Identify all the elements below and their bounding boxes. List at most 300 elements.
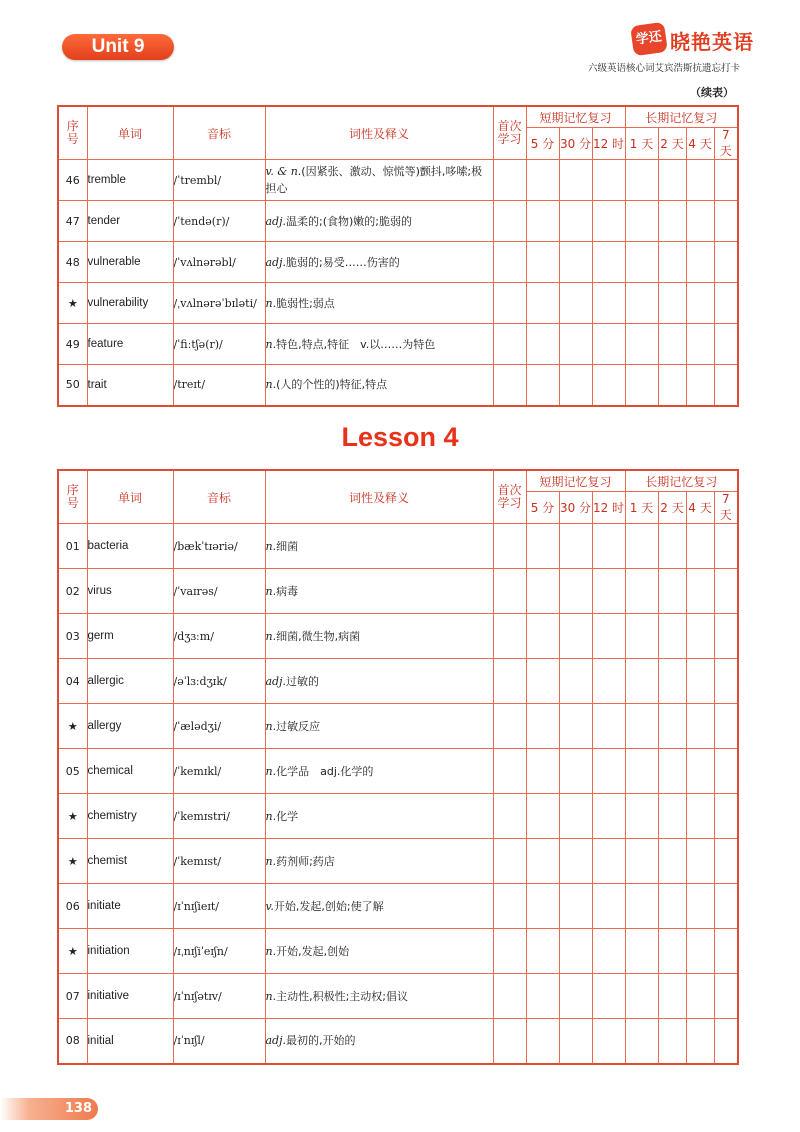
- vocab-table-1: [57, 105, 739, 407]
- checkbox-cell[interactable]: [493, 242, 526, 283]
- checkbox-cell[interactable]: [493, 794, 526, 839]
- checkbox-cell[interactable]: [714, 974, 738, 1019]
- checkbox-cell[interactable]: [592, 524, 625, 569]
- checkbox-cell[interactable]: [658, 283, 686, 324]
- table-row: [58, 569, 738, 614]
- row-index: 50: [58, 365, 87, 406]
- table-row: [58, 242, 738, 283]
- table-row: [58, 324, 738, 365]
- definition-text: 开始,发起,创始;使了解: [273, 899, 384, 913]
- checkbox-cell[interactable]: [625, 929, 658, 974]
- checkbox-cell[interactable]: [559, 929, 592, 974]
- checkbox-cell[interactable]: [592, 160, 625, 201]
- part-of-speech: adj.: [265, 255, 287, 269]
- checkbox-cell[interactable]: [686, 929, 714, 974]
- checkbox-cell[interactable]: [592, 839, 625, 884]
- checkbox-cell[interactable]: [625, 1019, 658, 1064]
- row-word: vulnerable: [87, 242, 173, 283]
- checkbox-cell[interactable]: [686, 569, 714, 614]
- row-definition: [265, 614, 493, 659]
- row-index: 08: [58, 1019, 87, 1064]
- checkbox-cell[interactable]: [686, 242, 714, 283]
- checkbox-cell[interactable]: [686, 659, 714, 704]
- checkbox-cell[interactable]: [559, 283, 592, 324]
- row-word: bacteria: [87, 524, 173, 569]
- checkbox-cell[interactable]: [625, 324, 658, 365]
- row-index: 02: [58, 569, 87, 614]
- definition-text: 过敏的: [286, 674, 320, 688]
- row-index: ★: [58, 929, 87, 974]
- checkbox-cell[interactable]: [625, 794, 658, 839]
- checkbox-cell[interactable]: [658, 929, 686, 974]
- checkbox-cell[interactable]: [493, 749, 526, 794]
- checkbox-cell[interactable]: [559, 839, 592, 884]
- header-interval: 5 分: [526, 492, 559, 524]
- checkbox-cell[interactable]: [658, 160, 686, 201]
- checkbox-cell[interactable]: [658, 884, 686, 929]
- checkbox-cell[interactable]: [686, 974, 714, 1019]
- header-definition: 词性及释义: [265, 470, 493, 524]
- header-subtitle: 六级英语核心词艾宾浩斯抗遗忘打卡: [588, 63, 741, 74]
- checkbox-cell[interactable]: [559, 242, 592, 283]
- checkbox-cell[interactable]: [526, 569, 559, 614]
- checkbox-cell[interactable]: [559, 659, 592, 704]
- checkbox-cell[interactable]: [714, 1019, 738, 1064]
- row-definition: [265, 1019, 493, 1064]
- row-phonetic: /ˌvʌlnərəˈbɪləti/: [173, 283, 265, 324]
- definition-text: 主动性,积极性;主动权;倡议: [276, 989, 409, 1003]
- checkbox-cell[interactable]: [625, 704, 658, 749]
- header-interval: 1 天: [625, 492, 658, 524]
- part-of-speech: n.: [265, 719, 277, 733]
- header-index: 序 号: [58, 470, 87, 524]
- row-index: 46: [58, 160, 87, 201]
- checkbox-cell[interactable]: [625, 160, 658, 201]
- checkbox-cell[interactable]: [493, 659, 526, 704]
- checkbox-cell[interactable]: [714, 524, 738, 569]
- definition-text: 最初的,开始的: [286, 1034, 356, 1048]
- row-phonetic: /ɪˈnɪʃətɪv/: [173, 974, 265, 1019]
- row-index: ★: [58, 704, 87, 749]
- checkbox-cell[interactable]: [625, 614, 658, 659]
- checkbox-cell[interactable]: [625, 242, 658, 283]
- checkbox-cell[interactable]: [658, 1019, 686, 1064]
- header-interval: 1 天: [625, 128, 658, 160]
- checkbox-cell[interactable]: [526, 929, 559, 974]
- row-definition: [265, 283, 493, 324]
- header-interval: 5 分: [526, 128, 559, 160]
- checkbox-cell[interactable]: [686, 749, 714, 794]
- checkbox-cell[interactable]: [526, 365, 559, 406]
- row-index: 04: [58, 659, 87, 704]
- checkbox-cell[interactable]: [658, 749, 686, 794]
- checkbox-cell[interactable]: [592, 749, 625, 794]
- part-of-speech: n.: [265, 854, 277, 868]
- row-phonetic: /treɪt/: [173, 365, 265, 406]
- checkbox-cell[interactable]: [625, 201, 658, 242]
- row-index: 49: [58, 324, 87, 365]
- checkbox-cell[interactable]: [658, 659, 686, 704]
- checkbox-cell[interactable]: [559, 749, 592, 794]
- checkbox-cell[interactable]: [559, 614, 592, 659]
- checkbox-cell[interactable]: [625, 365, 658, 406]
- table-row: [58, 749, 738, 794]
- header-interval: 2 天: [658, 492, 686, 524]
- checkbox-cell[interactable]: [526, 283, 559, 324]
- table-row: [58, 524, 738, 569]
- row-phonetic: /ˈfiːtʃə(r)/: [173, 324, 265, 365]
- row-word: tender: [87, 201, 173, 242]
- checkbox-cell[interactable]: [493, 614, 526, 659]
- part-of-speech: n.: [265, 764, 277, 778]
- checkbox-cell[interactable]: [625, 974, 658, 1019]
- part-of-speech: n.: [265, 629, 277, 643]
- checkbox-cell[interactable]: [625, 283, 658, 324]
- checkbox-cell[interactable]: [559, 524, 592, 569]
- checkbox-cell[interactable]: [658, 201, 686, 242]
- header-index: 序 号: [58, 106, 87, 160]
- row-word: vulnerability: [87, 283, 173, 324]
- checkbox-cell[interactable]: [658, 974, 686, 1019]
- row-word: chemistry: [87, 794, 173, 839]
- row-index: 01: [58, 524, 87, 569]
- row-definition: [265, 929, 493, 974]
- checkbox-cell[interactable]: [493, 974, 526, 1019]
- checkbox-cell[interactable]: [559, 160, 592, 201]
- table-row: [58, 201, 738, 242]
- checkbox-cell[interactable]: [714, 659, 738, 704]
- definition-text: (人的个性的)特征,特点: [276, 378, 388, 392]
- row-definition: [265, 884, 493, 929]
- row-phonetic: /ˈælədʒi/: [173, 704, 265, 749]
- checkbox-cell[interactable]: [686, 524, 714, 569]
- row-index: ★: [58, 794, 87, 839]
- checkbox-cell[interactable]: [714, 365, 738, 406]
- checkbox-cell[interactable]: [526, 974, 559, 1019]
- unit-badge: Unit 9: [62, 34, 174, 60]
- definition-text: 药剂师;药店: [276, 854, 335, 868]
- checkbox-cell[interactable]: [592, 884, 625, 929]
- checkbox-cell[interactable]: [493, 1019, 526, 1064]
- checkbox-cell[interactable]: [559, 884, 592, 929]
- checkbox-cell[interactable]: [686, 1019, 714, 1064]
- row-phonetic: /ˈkemɪstri/: [173, 794, 265, 839]
- definition-text: 脆弱的;易受……伤害的: [286, 255, 400, 269]
- checkbox-cell[interactable]: [592, 242, 625, 283]
- vocab-table-2: [57, 469, 739, 1065]
- checkbox-cell[interactable]: [493, 160, 526, 201]
- row-word: chemical: [87, 749, 173, 794]
- row-word: initiation: [87, 929, 173, 974]
- checkbox-cell[interactable]: [686, 283, 714, 324]
- row-phonetic: /ɪˈnɪʃieɪt/: [173, 884, 265, 929]
- header-interval: 30 分: [559, 128, 592, 160]
- table-row: [58, 659, 738, 704]
- checkbox-cell[interactable]: [526, 659, 559, 704]
- row-word: allergy: [87, 704, 173, 749]
- row-phonetic: /əˈlɜːdʒɪk/: [173, 659, 265, 704]
- part-of-speech: adj.: [265, 674, 287, 688]
- header-long-term: 长期记忆复习: [625, 106, 738, 128]
- row-phonetic: /ˈtendə(r)/: [173, 201, 265, 242]
- logo-icon: 学还: [630, 22, 668, 56]
- checkbox-cell[interactable]: [714, 324, 738, 365]
- row-index: 47: [58, 201, 87, 242]
- checkbox-cell[interactable]: [592, 794, 625, 839]
- header-interval: 2 天: [658, 128, 686, 160]
- header-interval: 12 时: [592, 492, 625, 524]
- checkbox-cell[interactable]: [686, 365, 714, 406]
- checkbox-cell[interactable]: [559, 1019, 592, 1064]
- part-of-speech: v. & n.: [265, 165, 302, 178]
- row-definition: [265, 839, 493, 884]
- checkbox-cell[interactable]: [559, 324, 592, 365]
- checkbox-cell[interactable]: [714, 929, 738, 974]
- definition-text: 脆弱性;弱点: [276, 296, 335, 310]
- checkbox-cell[interactable]: [526, 749, 559, 794]
- checkbox-cell[interactable]: [714, 704, 738, 749]
- row-word: virus: [87, 569, 173, 614]
- checkbox-cell[interactable]: [559, 974, 592, 1019]
- row-index: 48: [58, 242, 87, 283]
- checkbox-cell[interactable]: [625, 659, 658, 704]
- header-short-term: 短期记忆复习: [526, 106, 625, 128]
- checkbox-cell[interactable]: [714, 794, 738, 839]
- brand-name: 晓艳英语: [670, 30, 754, 54]
- row-definition: [265, 794, 493, 839]
- row-phonetic: /ˈtrembl/: [173, 160, 265, 201]
- row-index: 05: [58, 749, 87, 794]
- header-interval: 12 时: [592, 128, 625, 160]
- checkbox-cell[interactable]: [493, 524, 526, 569]
- checkbox-cell[interactable]: [625, 884, 658, 929]
- checkbox-cell[interactable]: [686, 704, 714, 749]
- row-definition: [265, 524, 493, 569]
- table-row: [58, 1019, 738, 1064]
- checkbox-cell[interactable]: [592, 974, 625, 1019]
- checkbox-cell[interactable]: [714, 160, 738, 201]
- row-index: 03: [58, 614, 87, 659]
- row-phonetic: /ɪˌnɪʃiˈeɪʃn/: [173, 929, 265, 974]
- checkbox-cell[interactable]: [493, 839, 526, 884]
- checkbox-cell[interactable]: [592, 614, 625, 659]
- checkbox-cell[interactable]: [592, 365, 625, 406]
- checkbox-cell[interactable]: [592, 659, 625, 704]
- checkbox-cell[interactable]: [658, 704, 686, 749]
- header-word: 单词: [87, 106, 173, 160]
- header-phonetic: 音标: [173, 106, 265, 160]
- checkbox-cell[interactable]: [658, 524, 686, 569]
- header-interval: 7 天: [714, 128, 738, 160]
- continued-label: （续表）: [690, 86, 734, 99]
- table-row: [58, 839, 738, 884]
- checkbox-cell[interactable]: [625, 839, 658, 884]
- row-definition: [265, 569, 493, 614]
- row-word: allergic: [87, 659, 173, 704]
- checkbox-cell[interactable]: [686, 884, 714, 929]
- definition-text: 细菌: [276, 539, 299, 553]
- header-first-study: 首次 学习: [493, 106, 526, 160]
- row-phonetic: /bækˈtɪəriə/: [173, 524, 265, 569]
- checkbox-cell[interactable]: [686, 160, 714, 201]
- table-row: [58, 974, 738, 1019]
- table-row: [58, 283, 738, 324]
- header-interval: 30 分: [559, 492, 592, 524]
- row-definition: [265, 160, 493, 201]
- part-of-speech: n.: [265, 539, 277, 553]
- part-of-speech: n.: [265, 944, 277, 958]
- row-word: trait: [87, 365, 173, 406]
- checkbox-cell[interactable]: [493, 201, 526, 242]
- checkbox-cell[interactable]: [526, 1019, 559, 1064]
- row-definition: [265, 659, 493, 704]
- checkbox-cell[interactable]: [526, 839, 559, 884]
- row-phonetic: /ˈkemɪkl/: [173, 749, 265, 794]
- checkbox-cell[interactable]: [714, 839, 738, 884]
- checkbox-cell[interactable]: [493, 569, 526, 614]
- checkbox-cell[interactable]: [526, 201, 559, 242]
- part-of-speech: n.: [265, 584, 277, 598]
- row-index: ★: [58, 283, 87, 324]
- checkbox-cell[interactable]: [559, 365, 592, 406]
- checkbox-cell[interactable]: [592, 324, 625, 365]
- part-of-speech: adj.: [265, 214, 287, 228]
- checkbox-cell[interactable]: [625, 749, 658, 794]
- header-word: 单词: [87, 470, 173, 524]
- checkbox-cell[interactable]: [686, 794, 714, 839]
- checkbox-cell[interactable]: [658, 794, 686, 839]
- table-row: [58, 929, 738, 974]
- row-index: ★: [58, 839, 87, 884]
- checkbox-cell[interactable]: [658, 569, 686, 614]
- table-row: [58, 160, 738, 201]
- lesson-title: Lesson 4: [341, 422, 459, 452]
- row-definition: [265, 201, 493, 242]
- checkbox-cell[interactable]: [526, 614, 559, 659]
- row-word: initiate: [87, 884, 173, 929]
- checkbox-cell[interactable]: [592, 201, 625, 242]
- checkbox-cell[interactable]: [658, 839, 686, 884]
- row-word: initiative: [87, 974, 173, 1019]
- header-first-study: 首次 学习: [493, 470, 526, 524]
- checkbox-cell[interactable]: [714, 884, 738, 929]
- checkbox-cell[interactable]: [526, 324, 559, 365]
- checkbox-cell[interactable]: [526, 884, 559, 929]
- checkbox-cell[interactable]: [658, 365, 686, 406]
- row-word: germ: [87, 614, 173, 659]
- header-short-term: 短期记忆复习: [526, 470, 625, 492]
- checkbox-cell[interactable]: [714, 201, 738, 242]
- definition-text: (因紧张、激动、惊慌等)颤抖,哆嗦;极担心: [265, 165, 483, 195]
- definition-text: 开始,发起,创始: [276, 944, 350, 958]
- checkbox-cell[interactable]: [592, 704, 625, 749]
- row-definition: [265, 365, 493, 406]
- checkbox-cell[interactable]: [658, 242, 686, 283]
- checkbox-cell[interactable]: [714, 242, 738, 283]
- checkbox-cell[interactable]: [493, 884, 526, 929]
- header-interval: 4 天: [686, 492, 714, 524]
- checkbox-cell[interactable]: [526, 524, 559, 569]
- row-phonetic: /ˈkemɪst/: [173, 839, 265, 884]
- checkbox-cell[interactable]: [714, 614, 738, 659]
- row-index: 06: [58, 884, 87, 929]
- checkbox-cell[interactable]: [559, 794, 592, 839]
- checkbox-cell[interactable]: [714, 569, 738, 614]
- row-definition: [265, 974, 493, 1019]
- table-row: [58, 794, 738, 839]
- checkbox-cell[interactable]: [686, 839, 714, 884]
- checkbox-cell[interactable]: [559, 201, 592, 242]
- checkbox-cell[interactable]: [493, 365, 526, 406]
- checkbox-cell[interactable]: [714, 749, 738, 794]
- checkbox-cell[interactable]: [625, 524, 658, 569]
- checkbox-cell[interactable]: [493, 704, 526, 749]
- definition-text: 病毒: [276, 584, 299, 598]
- definition-text: 特色,特点,特征 v.以……为特色: [276, 337, 436, 351]
- row-word: tremble: [87, 160, 173, 201]
- row-phonetic: /dʒɜːm/: [173, 614, 265, 659]
- row-definition: [265, 749, 493, 794]
- checkbox-cell[interactable]: [526, 704, 559, 749]
- checkbox-cell[interactable]: [493, 324, 526, 365]
- table-row: [58, 704, 738, 749]
- row-definition: [265, 324, 493, 365]
- part-of-speech: n.: [265, 337, 277, 351]
- checkbox-cell[interactable]: [686, 614, 714, 659]
- row-definition: [265, 242, 493, 283]
- row-word: feature: [87, 324, 173, 365]
- checkbox-cell[interactable]: [658, 324, 686, 365]
- table-row: [58, 884, 738, 929]
- table-row: [58, 365, 738, 406]
- part-of-speech: n.: [265, 296, 277, 310]
- checkbox-cell[interactable]: [686, 324, 714, 365]
- checkbox-cell[interactable]: [526, 160, 559, 201]
- checkbox-cell[interactable]: [559, 704, 592, 749]
- row-phonetic: /ˈvaɪrəs/: [173, 569, 265, 614]
- checkbox-cell[interactable]: [714, 283, 738, 324]
- part-of-speech: n.: [265, 809, 277, 823]
- checkbox-cell[interactable]: [686, 201, 714, 242]
- checkbox-cell[interactable]: [658, 614, 686, 659]
- checkbox-cell[interactable]: [493, 283, 526, 324]
- checkbox-cell[interactable]: [559, 569, 592, 614]
- checkbox-cell[interactable]: [592, 1019, 625, 1064]
- row-index: 07: [58, 974, 87, 1019]
- checkbox-cell[interactable]: [493, 929, 526, 974]
- definition-text: 细菌,微生物,病菌: [276, 629, 361, 643]
- row-phonetic: /ˈvʌlnərəbl/: [173, 242, 265, 283]
- part-of-speech: v.: [265, 899, 274, 913]
- part-of-speech: adj.: [265, 1034, 287, 1048]
- checkbox-cell[interactable]: [625, 569, 658, 614]
- header-phonetic: 音标: [173, 470, 265, 524]
- row-phonetic: /ɪˈnɪʃl/: [173, 1019, 265, 1064]
- header-interval: 7 天: [714, 492, 738, 524]
- table-row: [58, 614, 738, 659]
- definition-text: 化学品 adj.化学的: [276, 764, 374, 778]
- checkbox-cell[interactable]: [526, 242, 559, 283]
- header-definition: 词性及释义: [265, 106, 493, 160]
- page-number: 138: [0, 1098, 98, 1120]
- checkbox-cell[interactable]: [592, 283, 625, 324]
- checkbox-cell[interactable]: [592, 929, 625, 974]
- definition-text: 过敏反应: [276, 719, 321, 733]
- checkbox-cell[interactable]: [592, 569, 625, 614]
- checkbox-cell[interactable]: [526, 794, 559, 839]
- row-word: initial: [87, 1019, 173, 1064]
- row-word: chemist: [87, 839, 173, 884]
